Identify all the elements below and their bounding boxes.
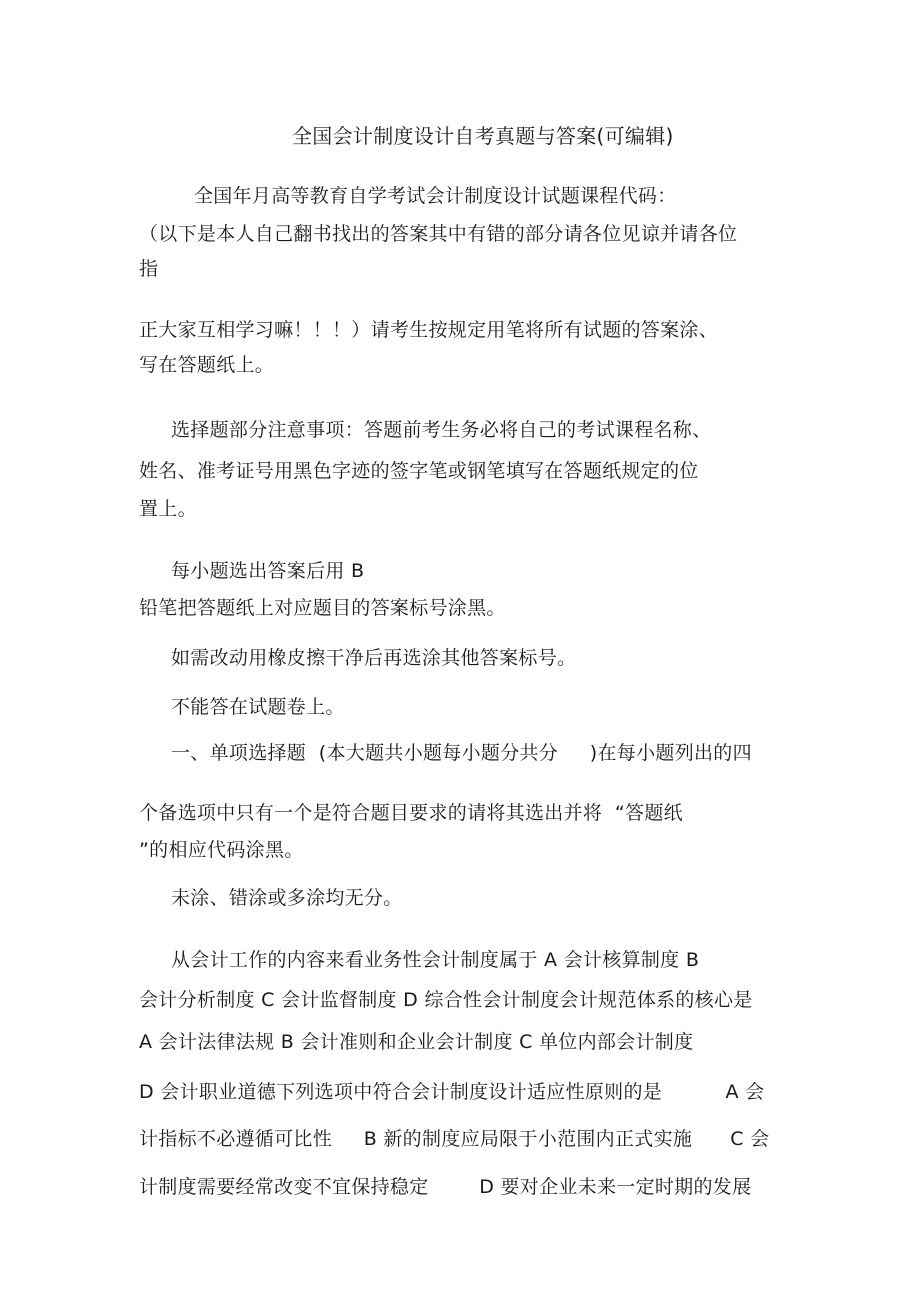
text-line: 写在答题纸上。 <box>139 354 275 376</box>
text-line: 个备选项中只有一个是符合题目要求的请将其选出并将 “答题纸 <box>139 802 683 824</box>
text-line: 姓名、准考证号用黑色字迹的签字笔或钢笔填写在答题纸规定的位 <box>139 460 699 482</box>
text-line: 从会计工作的内容来看业务性会计制度属于 A 会计核算制度 B <box>171 949 700 971</box>
text-line: 铅笔把答题纸上对应题目的答案标号涂黑。 <box>139 597 506 619</box>
text-line: 置上。 <box>139 498 197 520</box>
text-line: ”的相应代码涂黑。 <box>139 839 304 861</box>
text-line: （以下是本人自己翻书找出的答案其中有错的部分请各位见谅并请各位 <box>139 223 738 245</box>
text-line: 一、单项选择题 (本大题共小题每小题分共分 )在每小题列出的四 <box>171 742 752 764</box>
text-line: 计指标不必遵循可比性 B 新的制度应局限于小范围内正式实施 C 会 <box>139 1128 770 1150</box>
text-line: 会计分析制度 C 会计监督制度 D 综合性会计制度会计规范体系的核心是 <box>139 989 753 1011</box>
text-line: 每小题选出答案后用 B <box>171 560 365 582</box>
text-line: 未涂、错涂或多涂均无分。 <box>171 887 403 909</box>
text-line: 如需改动用橡皮擦干净后再选涂其他答案标号。 <box>171 647 577 669</box>
document-title: 全国会计制度设计自考真题与答案(可编辑) <box>292 124 674 148</box>
text-line: A 会计法律法规 B 会计准则和企业会计制度 C 单位内部会计制度 <box>139 1031 694 1053</box>
text-line: 指 <box>139 258 159 280</box>
text-line: D 会计职业道德下列选项中符合会计制度设计适应性原则的是 A 会 <box>139 1081 765 1103</box>
text-line: 选择题部分注意事项：答题前考生务必将自己的考试课程名称、 <box>171 419 712 441</box>
text-line: 正大家互相学习嘛！！！）请考生按规定用笔将所有试题的答案涂、 <box>139 319 719 341</box>
text-line: 计制度需要经常改变不宜保持稳定 D 要对企业未来一定时期的发展 <box>139 1176 752 1198</box>
text-line: 不能答在试题卷上。 <box>171 696 345 718</box>
text-line: 全国年月高等教育自学考试会计制度设计试题课程代码： <box>194 185 677 207</box>
